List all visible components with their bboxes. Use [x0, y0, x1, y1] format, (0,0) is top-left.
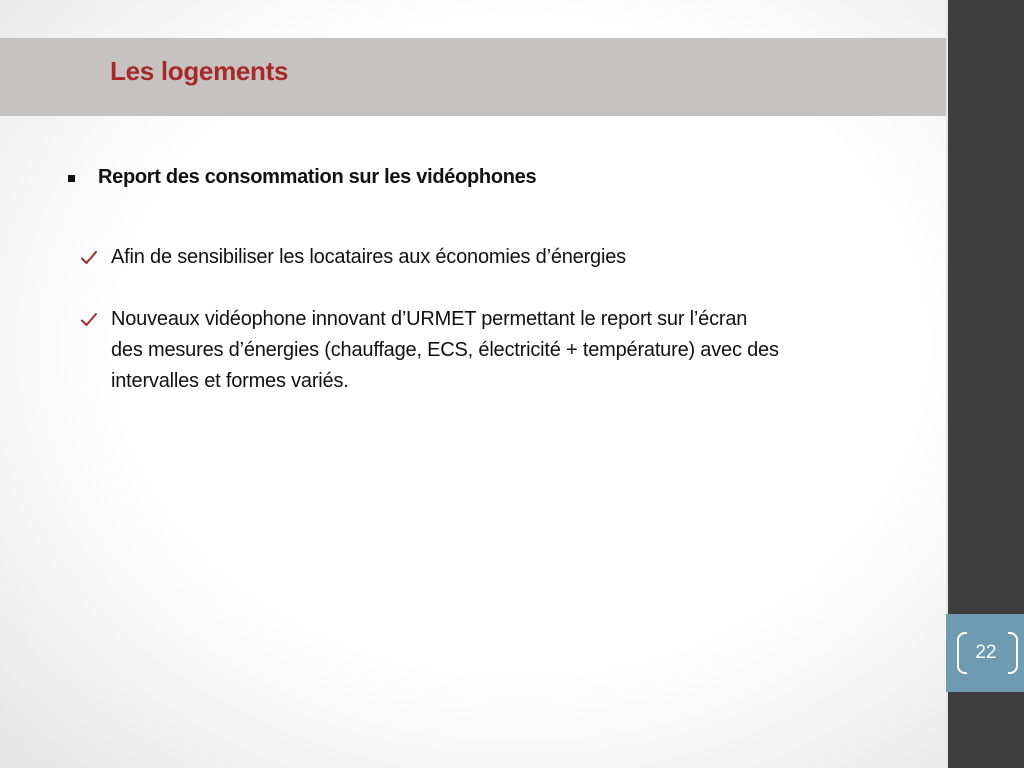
page-number: 22 — [975, 642, 997, 663]
list-item-text: Nouveaux vidéophone innovant d’URMET permettant le report sur l’écran des mesures d’énergies (chauffage, ECS, électricité + température) avec des intervalles et formes variés. — [111, 308, 779, 392]
list-item — [80, 309, 780, 397]
page-number-box — [946, 614, 1024, 692]
checkmark-icon — [80, 249, 98, 267]
bullet-heading — [68, 166, 536, 189]
bullet-heading-text: Report des consommation sur les vidéophones — [98, 166, 537, 188]
list-item — [80, 247, 780, 273]
list-item-text: Afin de sensibiliser les locataires aux économies d’énergies — [111, 246, 626, 268]
checkmark-icon — [80, 311, 98, 329]
slide-title: Les logements — [110, 56, 289, 86]
square-bullet-icon — [68, 175, 75, 182]
